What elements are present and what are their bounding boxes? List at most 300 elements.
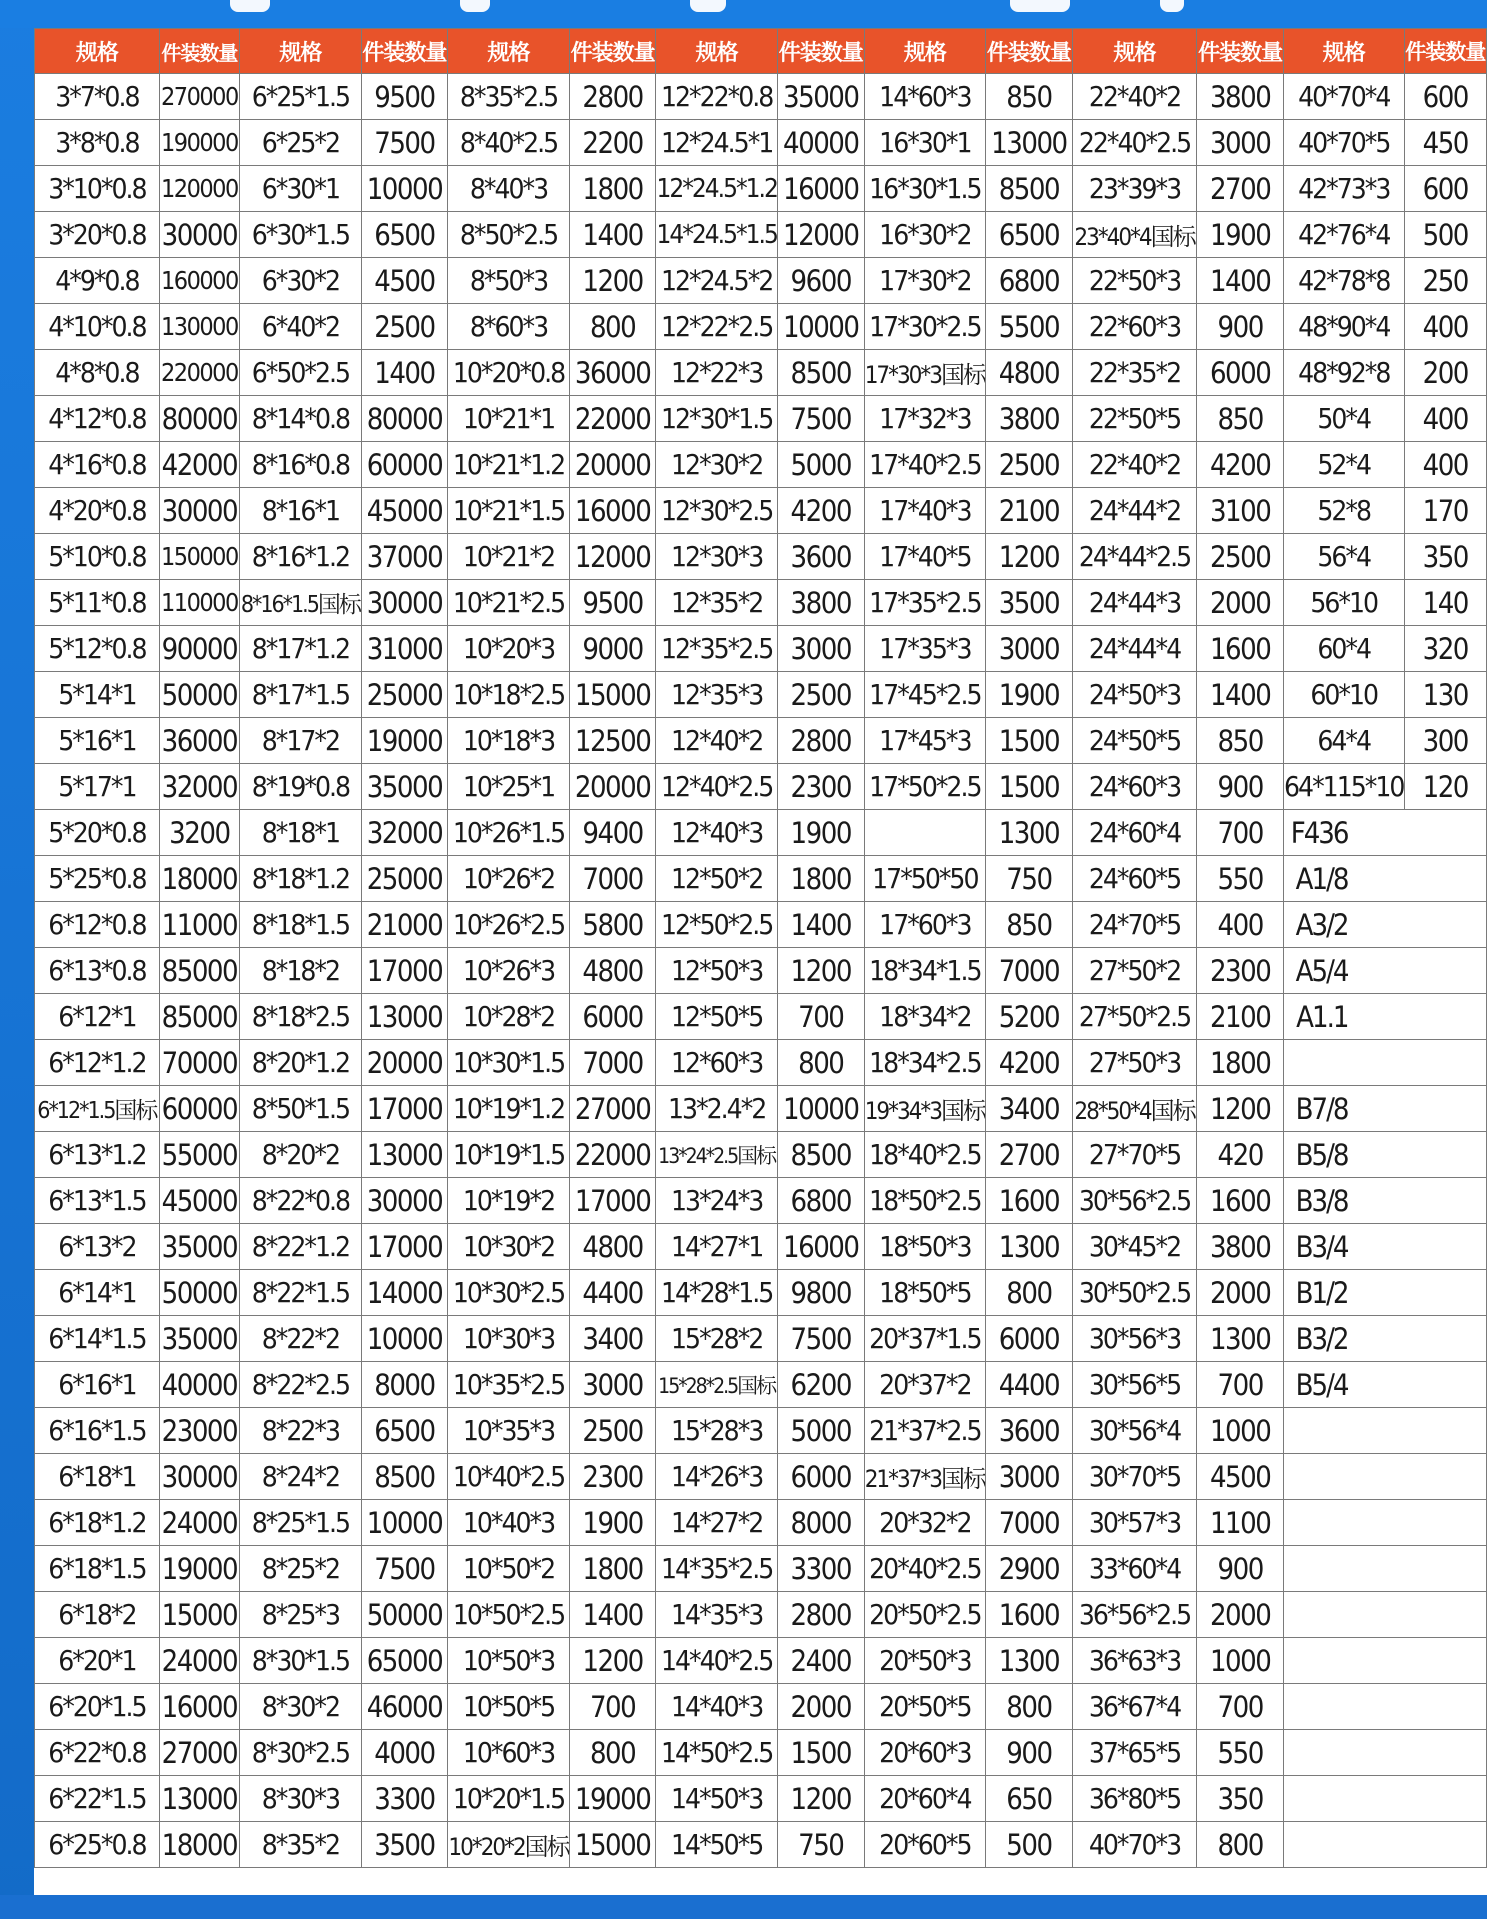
quantity-cell: 20000 [569,442,656,488]
table-row [35,902,1487,948]
quantity-cell [1404,1316,1487,1362]
quantity-cell: 19000 [159,1546,239,1592]
quantity-cell: 7000 [569,1040,656,1086]
quantity-cell: 250 [1404,258,1487,304]
spec-cell: 30*50*2.5 [1072,1270,1197,1316]
spec-cell: 8*17*1.5 [240,672,362,718]
quantity-cell: 16000 [569,488,656,534]
spec-cell: 10*35*3 [448,1408,570,1454]
quantity-cell: 8500 [777,350,864,396]
banner-strip [0,0,1487,28]
table-row [35,1316,1487,1362]
table-row [35,1178,1487,1224]
quantity-cell: 1900 [986,672,1073,718]
spec-cell: 30*56*5 [1072,1362,1197,1408]
spec-cell: 22*40*2 [1072,442,1197,488]
spec-cell: 12*30*3 [656,534,778,580]
quantity-cell: 35000 [777,74,864,120]
spec-cell: 36*63*3 [1072,1638,1197,1684]
quantity-cell [1404,810,1487,856]
quantity-cell: 550 [1197,856,1284,902]
quantity-cell: 1200 [569,258,656,304]
quantity-cell: 2800 [777,718,864,764]
spec-table [34,28,1487,1868]
quantity-cell: 30000 [361,1178,448,1224]
table-row [35,672,1487,718]
quantity-cell [1404,1546,1487,1592]
grade-cell: B3/2 [1283,1316,1404,1362]
grade-cell [1283,1638,1404,1684]
spec-cell: 17*30*2.5 [864,304,986,350]
spec-cell: 15*28*2 [656,1316,778,1362]
spec-cell: 14*24.5*1.5 [656,212,778,258]
quantity-cell: 800 [986,1270,1073,1316]
quantity-cell: 500 [1404,212,1487,258]
grade-cell: B5/8 [1283,1132,1404,1178]
quantity-cell: 8000 [777,1500,864,1546]
spec-cell: 3*10*0.8 [35,166,160,212]
quantity-cell: 3500 [361,1822,448,1868]
quantity-cell: 1300 [1197,1316,1284,1362]
quantity-cell: 3000 [569,1362,656,1408]
quantity-cell: 30000 [159,212,239,258]
spec-cell: 14*50*2.5 [656,1730,778,1776]
spec-cell: 10*30*2.5 [448,1270,570,1316]
spec-cell: 8*24*2 [240,1454,362,1500]
quantity-cell: 700 [569,1684,656,1730]
banner-glyph [1160,0,1184,12]
spec-cell: 24*44*2 [1072,488,1197,534]
banner-glyph [460,0,490,12]
spec-cell: 8*25*1.5 [240,1500,362,1546]
spec-cell: 6*13*1.5 [35,1178,160,1224]
spec-cell: 30*45*2 [1072,1224,1197,1270]
quantity-cell [1404,1178,1487,1224]
quantity-cell: 1800 [569,1546,656,1592]
quantity-cell: 27000 [569,1086,656,1132]
spec-cell: 4*9*0.8 [35,258,160,304]
spec-cell: 18*50*2.5 [864,1178,986,1224]
column-header-quantity: 件装数量 [569,29,656,74]
quantity-cell: 130 [1404,672,1487,718]
spec-cell: 18*34*2.5 [864,1040,986,1086]
spec-cell: 17*45*3 [864,718,986,764]
quantity-cell: 4800 [569,948,656,994]
quantity-cell: 1600 [986,1592,1073,1638]
quantity-cell: 13000 [361,994,448,1040]
quantity-cell: 45000 [159,1178,239,1224]
quantity-cell: 15000 [159,1592,239,1638]
spec-cell: 12*50*2.5 [656,902,778,948]
quantity-cell: 3000 [777,626,864,672]
quantity-cell: 4500 [1197,1454,1284,1500]
column-header-spec: 规格 [240,29,362,74]
spec-cell: 10*30*3 [448,1316,570,1362]
spec-cell: 8*17*1.2 [240,626,362,672]
quantity-cell: 1400 [569,1592,656,1638]
spec-cell: 16*30*1 [864,120,986,166]
quantity-cell: 1000 [1197,1638,1284,1684]
spec-cell: 8*25*2 [240,1546,362,1592]
quantity-cell: 2000 [1197,580,1284,626]
table-row [35,580,1487,626]
column-header-spec: 规格 [448,29,570,74]
spec-cell: 8*30*1.5 [240,1638,362,1684]
header-row [35,29,1487,74]
spec-cell: 24*44*2.5 [1072,534,1197,580]
quantity-cell: 25000 [361,856,448,902]
table-row [35,1776,1487,1822]
quantity-cell: 400 [1404,442,1487,488]
spec-cell: 20*50*5 [864,1684,986,1730]
spec-cell: 24*50*3 [1072,672,1197,718]
quantity-cell: 120000 [159,166,239,212]
spec-cell: 6*20*1.5 [35,1684,160,1730]
quantity-cell [1404,902,1487,948]
quantity-cell: 6500 [361,1408,448,1454]
spec-cell: 10*25*1 [448,764,570,810]
spec-cell: 4*12*0.8 [35,396,160,442]
quantity-cell: 24000 [159,1500,239,1546]
spec-cell: 8*30*2.5 [240,1730,362,1776]
spec-cell: 10*21*1 [448,396,570,442]
spec-cell: 8*22*3 [240,1408,362,1454]
quantity-cell: 3800 [1197,74,1284,120]
quantity-cell: 5800 [569,902,656,948]
spec-cell: 6*22*0.8 [35,1730,160,1776]
grade-cell [1283,1730,1404,1776]
quantity-cell: 11000 [159,902,239,948]
spec-cell: 40*70*3 [1072,1822,1197,1868]
quantity-cell: 9500 [569,580,656,626]
spec-cell: 14*35*3 [656,1592,778,1638]
quantity-cell: 800 [569,1730,656,1776]
spec-cell: 14*50*5 [656,1822,778,1868]
quantity-cell: 200 [1404,350,1487,396]
column-header-spec: 规格 [1283,29,1404,74]
quantity-cell: 1600 [1197,626,1284,672]
quantity-cell: 3300 [777,1546,864,1592]
spec-cell: 16*30*2 [864,212,986,258]
spec-cell: 60*4 [1283,626,1404,672]
spec-cell: 10*50*5 [448,1684,570,1730]
spec-cell: 36*67*4 [1072,1684,1197,1730]
spec-cell: 27*70*5 [1072,1132,1197,1178]
spec-cell: 5*14*1 [35,672,160,718]
spec-cell: 64*4 [1283,718,1404,764]
spec-cell: 8*16*1.5国标 [240,580,362,626]
quantity-cell: 2300 [1197,948,1284,994]
quantity-cell: 90000 [159,626,239,672]
quantity-cell: 4200 [986,1040,1073,1086]
spec-cell: 12*24.5*2 [656,258,778,304]
spec-cell: 48*90*4 [1283,304,1404,350]
spec-cell: 18*50*5 [864,1270,986,1316]
grade-cell: B3/8 [1283,1178,1404,1224]
spec-cell: 10*20*1.5 [448,1776,570,1822]
quantity-cell: 1200 [986,534,1073,580]
spec-cell: 10*50*3 [448,1638,570,1684]
quantity-cell: 35000 [159,1316,239,1362]
spec-cell: 8*50*3 [448,258,570,304]
spec-cell: 27*50*3 [1072,1040,1197,1086]
spec-cell: 22*50*5 [1072,396,1197,442]
quantity-cell [1404,1454,1487,1500]
quantity-cell: 7500 [361,1546,448,1592]
spec-cell: 16*30*1.5 [864,166,986,212]
spec-cell: 12*35*3 [656,672,778,718]
table-row [35,534,1487,580]
spec-cell: 8*40*2.5 [448,120,570,166]
spec-cell: 3*8*0.8 [35,120,160,166]
quantity-cell: 1900 [1197,212,1284,258]
spec-cell: 20*60*4 [864,1776,986,1822]
quantity-cell: 900 [1197,1546,1284,1592]
spec-cell: 4*10*0.8 [35,304,160,350]
quantity-cell [1404,1362,1487,1408]
quantity-cell: 19000 [361,718,448,764]
quantity-cell: 7000 [986,948,1073,994]
quantity-cell: 4800 [986,350,1073,396]
quantity-cell [1404,1776,1487,1822]
table-row [35,120,1487,166]
quantity-cell: 60000 [159,1086,239,1132]
quantity-cell: 320 [1404,626,1487,672]
quantity-cell: 3600 [986,1408,1073,1454]
quantity-cell: 6800 [986,258,1073,304]
quantity-cell: 50000 [159,672,239,718]
quantity-cell: 50000 [159,1270,239,1316]
quantity-cell: 55000 [159,1132,239,1178]
quantity-cell: 420 [1197,1132,1284,1178]
table-row [35,1638,1487,1684]
quantity-cell: 850 [986,902,1073,948]
quantity-cell: 1500 [986,718,1073,764]
quantity-cell: 700 [1197,1684,1284,1730]
spec-cell: 12*50*5 [656,994,778,1040]
spec-cell: 12*50*3 [656,948,778,994]
grade-cell: B1/2 [1283,1270,1404,1316]
quantity-cell: 6500 [361,212,448,258]
spec-cell: 36*56*2.5 [1072,1592,1197,1638]
spec-cell: 6*30*1 [240,166,362,212]
quantity-cell: 15000 [569,672,656,718]
spec-cell: 12*35*2 [656,580,778,626]
quantity-cell: 6000 [986,1316,1073,1362]
spec-cell: 8*20*2 [240,1132,362,1178]
spec-cell: 6*18*1 [35,1454,160,1500]
banner-glyph [230,0,270,12]
spec-cell: 6*16*1.5 [35,1408,160,1454]
quantity-cell: 46000 [361,1684,448,1730]
spec-cell: 17*50*2.5 [864,764,986,810]
quantity-cell: 3200 [159,810,239,856]
quantity-cell [1404,1592,1487,1638]
banner-glyph [690,0,726,12]
column-header-spec: 规格 [864,29,986,74]
table-row [35,948,1487,994]
spec-cell: 10*21*1.5 [448,488,570,534]
quantity-cell: 3100 [1197,488,1284,534]
quantity-cell: 270000 [159,74,239,120]
quantity-cell: 1000 [1197,1408,1284,1454]
table-row [35,212,1487,258]
quantity-cell: 40000 [777,120,864,166]
quantity-cell: 6800 [777,1178,864,1224]
grade-cell [1283,1776,1404,1822]
spec-cell: 10*21*1.2 [448,442,570,488]
quantity-cell: 800 [777,1040,864,1086]
spec-cell: 21*37*2.5 [864,1408,986,1454]
quantity-cell: 2000 [777,1684,864,1730]
quantity-cell: 850 [986,74,1073,120]
quantity-cell: 5200 [986,994,1073,1040]
spec-cell: 13*24*2.5国标 [656,1132,778,1178]
spec-cell: 17*45*2.5 [864,672,986,718]
quantity-cell: 700 [1197,810,1284,856]
grade-cell: B5/4 [1283,1362,1404,1408]
quantity-cell: 2500 [569,1408,656,1454]
quantity-cell: 3500 [986,580,1073,626]
quantity-cell: 110000 [159,580,239,626]
quantity-cell: 2000 [1197,1270,1284,1316]
spec-cell: 40*70*4 [1283,74,1404,120]
quantity-cell: 9400 [569,810,656,856]
spec-cell: 10*20*3 [448,626,570,672]
spec-cell: 10*28*2 [448,994,570,1040]
quantity-cell: 30000 [361,580,448,626]
table-row [35,994,1487,1040]
table-row [35,856,1487,902]
spec-cell: 37*65*5 [1072,1730,1197,1776]
spec-cell: 6*30*1.5 [240,212,362,258]
quantity-cell: 1200 [1197,1086,1284,1132]
quantity-cell: 42000 [159,442,239,488]
quantity-cell: 4200 [777,488,864,534]
table-row [35,166,1487,212]
quantity-cell: 4400 [569,1270,656,1316]
quantity-cell [1404,994,1487,1040]
spec-cell: 14*40*2.5 [656,1638,778,1684]
quantity-cell: 170 [1404,488,1487,534]
spec-cell: 6*13*0.8 [35,948,160,994]
table-row [35,1822,1487,1868]
quantity-cell: 9000 [569,626,656,672]
spec-cell: 8*22*2.5 [240,1362,362,1408]
quantity-cell: 600 [1404,74,1487,120]
spec-cell: 17*40*2.5 [864,442,986,488]
spec-cell: 8*50*2.5 [448,212,570,258]
quantity-cell: 30000 [159,1454,239,1500]
spec-cell: 42*78*8 [1283,258,1404,304]
spec-cell: 6*14*1 [35,1270,160,1316]
spec-cell: 18*34*2 [864,994,986,1040]
spec-cell: 8*18*1.5 [240,902,362,948]
quantity-cell: 1400 [569,212,656,258]
column-header-spec: 规格 [656,29,778,74]
quantity-cell: 700 [1197,1362,1284,1408]
quantity-cell: 6500 [986,212,1073,258]
quantity-cell: 6000 [1197,350,1284,396]
grade-cell [1283,1684,1404,1730]
quantity-cell: 9600 [777,258,864,304]
spec-cell: 12*22*2.5 [656,304,778,350]
spec-cell: 8*17*2 [240,718,362,764]
spec-cell [864,810,986,856]
quantity-cell [1404,1638,1487,1684]
table-row [35,1684,1487,1730]
quantity-cell: 7500 [361,120,448,166]
spec-cell: 8*16*0.8 [240,442,362,488]
spec-cell: 5*10*0.8 [35,534,160,580]
spec-cell: 6*50*2.5 [240,350,362,396]
table-row [35,442,1487,488]
quantity-cell: 36000 [159,718,239,764]
spec-cell: 8*16*1.2 [240,534,362,580]
spec-cell: 19*34*3国标 [864,1086,986,1132]
spec-cell: 12*24.5*1 [656,120,778,166]
quantity-cell: 750 [986,856,1073,902]
banner-glyph [1010,0,1070,12]
quantity-cell: 400 [1404,304,1487,350]
quantity-cell: 37000 [361,534,448,580]
grade-cell: A5/4 [1283,948,1404,994]
spec-cell: 24*50*5 [1072,718,1197,764]
spec-table-container [34,28,1487,1919]
spec-cell: 30*56*4 [1072,1408,1197,1454]
quantity-cell: 1800 [777,856,864,902]
spec-cell: 10*19*2 [448,1178,570,1224]
quantity-cell: 20000 [361,1040,448,1086]
spec-cell: 12*30*2 [656,442,778,488]
table-row [35,718,1487,764]
quantity-cell: 31000 [361,626,448,672]
spec-cell: 20*60*5 [864,1822,986,1868]
quantity-cell: 85000 [159,948,239,994]
quantity-cell: 650 [986,1776,1073,1822]
spec-cell: 6*12*1.5国标 [35,1086,160,1132]
spec-cell: 12*30*2.5 [656,488,778,534]
quantity-cell: 3400 [986,1086,1073,1132]
spec-cell: 10*26*1.5 [448,810,570,856]
grade-cell [1283,1040,1404,1086]
spec-cell: 20*40*2.5 [864,1546,986,1592]
quantity-cell: 7000 [986,1500,1073,1546]
quantity-cell: 4400 [986,1362,1073,1408]
quantity-cell: 800 [1197,1822,1284,1868]
spec-cell: 30*57*3 [1072,1500,1197,1546]
spec-cell: 12*22*3 [656,350,778,396]
quantity-cell: 80000 [361,396,448,442]
spec-cell: 24*44*4 [1072,626,1197,672]
spec-cell: 17*35*3 [864,626,986,672]
spec-cell: 27*50*2 [1072,948,1197,994]
quantity-cell: 1800 [569,166,656,212]
grade-cell: A1/8 [1283,856,1404,902]
quantity-cell [1404,856,1487,902]
spec-cell: 8*18*2.5 [240,994,362,1040]
quantity-cell: 12000 [569,534,656,580]
spec-cell: 30*56*3 [1072,1316,1197,1362]
quantity-cell: 2100 [1197,994,1284,1040]
column-header-quantity: 件装数量 [1404,29,1487,74]
spec-cell: 10*30*2 [448,1224,570,1270]
quantity-cell: 1400 [777,902,864,948]
spec-cell: 10*26*2 [448,856,570,902]
spec-cell: 4*8*0.8 [35,350,160,396]
spec-cell: 8*18*1.2 [240,856,362,902]
quantity-cell: 150000 [159,534,239,580]
